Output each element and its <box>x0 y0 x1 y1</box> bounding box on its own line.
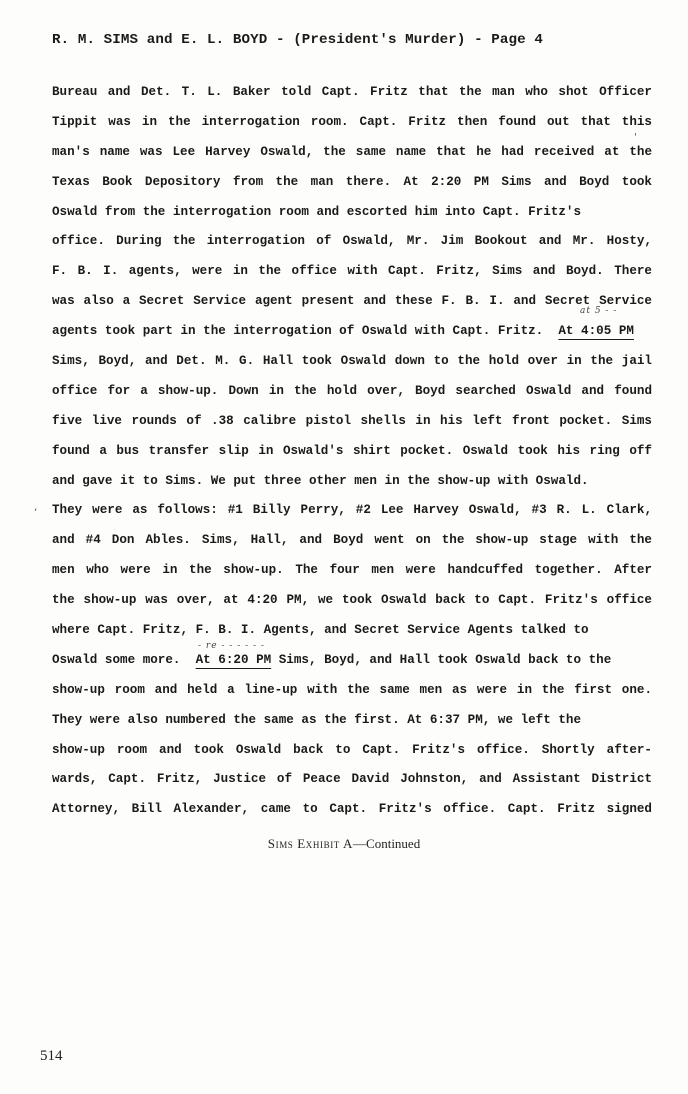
text-line: show-up room and took Oswald back to Capt. Fritz's office. Shortly after- <box>52 742 652 757</box>
text-line: office for a show-up. Down in the hold over, Boyd searched Oswald and found <box>52 383 652 398</box>
text-line: They were also numbered the same as the first. At 6:37 PM, we left the <box>52 712 582 727</box>
text-line: five live rounds of .38 calibre pistol shells in his left front pocket. Sims <box>52 413 652 428</box>
page-number: 514 <box>40 1048 63 1064</box>
text-line: found a bus transfer slip in Oswald's shirt pocket. Oswald took his ring off <box>52 443 652 458</box>
text-segment: Sims, Boyd, and Hall took Oswald back to the <box>271 652 612 667</box>
text-line: men who were in the show-up. The four men were handcuffed together. After <box>52 563 652 578</box>
text-line: the show-up was over, at 4:20 PM, we took Oswald back to Capt. Fritz's office <box>52 593 652 608</box>
text-line: show-up room and held a line-up with the same men as were in the first one. <box>52 682 652 697</box>
text-segment: Oswald some more. <box>52 652 181 667</box>
handwritten-annotation-service: at 5 - - <box>580 306 618 316</box>
text-line: wards, Capt. Fritz, Justice of Peace David Johnston, and Assistant District <box>52 772 652 787</box>
exhibit-caption <box>0 836 688 852</box>
text-line <box>52 646 652 676</box>
text-segment: agents took part in the interrogation of Oswald with Capt. Fritz. <box>52 324 544 339</box>
exhibit-caption-continued: —Continued <box>353 836 421 851</box>
underlined-time: At 6:20 PM <box>195 652 272 667</box>
underlined-time: At 4:05 PM <box>558 324 634 339</box>
text-line: Oswald from the interrogation room and escorted him into Capt. Fritz's <box>52 204 582 219</box>
text-line: Texas Book Depository from the man there. At 2:20 PM Sims and Boyd took <box>52 174 652 189</box>
exhibit-caption-name: Sims Exhibit A <box>267 836 354 851</box>
text-line <box>52 317 652 347</box>
text-line: office. During the interrogation of Oswald, Mr. Jim Bookout and Mr. Hosty, <box>52 234 652 249</box>
handwritten-annotation-agents: - re - - - - - - <box>198 641 265 651</box>
text-line: Sims, Boyd, and Det. M. G. Hall took Oswald down to the hold over in the jail <box>52 354 652 369</box>
text-line: was also a Secret Service agent present and these F. B. I. and Secret Service <box>52 294 652 309</box>
body-text <box>52 78 652 825</box>
margin-tick-mark: ' <box>634 132 637 143</box>
margin-tick-mark: , <box>34 502 38 513</box>
text-line: Tippit was in the interrogation room. Capt. Fritz then found out that this <box>52 114 652 129</box>
text-line: Bureau and Det. T. L. Baker told Capt. Fritz that the man who shot Officer <box>52 85 652 99</box>
text-line: man's name was Lee Harvey Oswald, the same name that he had received at the <box>52 144 652 159</box>
page-header: R. M. SIMS and E. L. BOYD - (President's Murder) - Page 4 <box>52 32 543 48</box>
text-line: where Capt. Fritz, F. B. I. Agents, and Secret Service Agents talked to <box>52 623 589 638</box>
text-line: Attorney, Bill Alexander, came to Capt. Fritz's office. Capt. Fritz signed <box>52 802 652 817</box>
text-line: and gave it to Sims. We put three other men in the show-up with Oswald. <box>52 473 589 488</box>
text-line: F. B. I. agents, were in the office with Capt. Fritz, Sims and Boyd. There <box>52 264 652 279</box>
text-line: and #4 Don Ables. Sims, Hall, and Boyd went on the show-up stage with the <box>52 533 652 548</box>
text-line: They were as follows: #1 Billy Perry, #2 Lee Harvey Oswald, #3 R. L. Clark, <box>52 503 652 518</box>
